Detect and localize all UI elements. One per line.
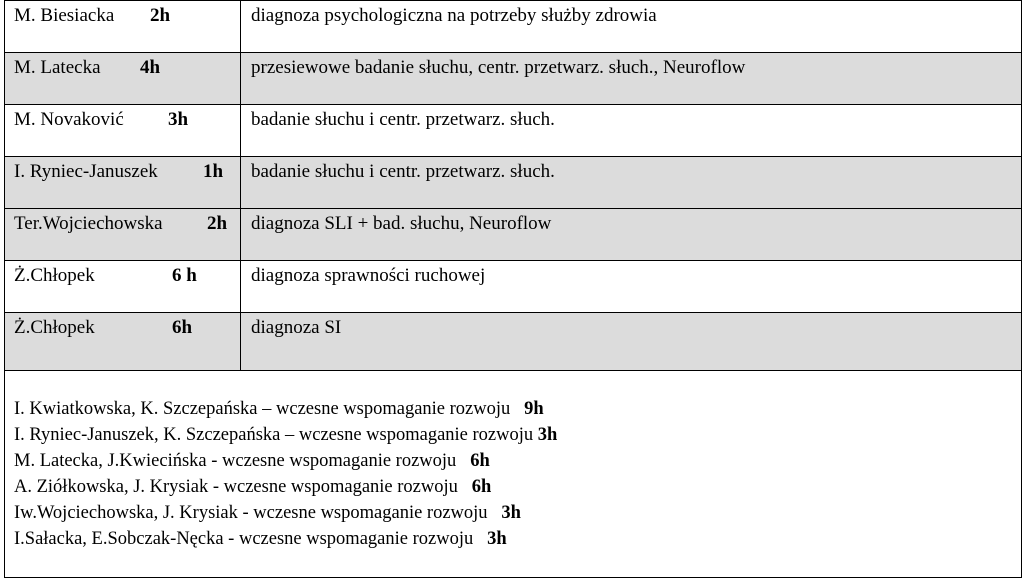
name-cell — [5, 157, 241, 208]
table-row — [5, 209, 1021, 261]
list-item — [14, 503, 521, 524]
specialist-name: Ż.Chłopek — [14, 265, 95, 286]
hours-value: 2h — [150, 5, 171, 26]
hours-value: 4h — [140, 57, 161, 78]
table-row — [5, 105, 1021, 157]
name-cell — [5, 1, 241, 52]
list-item — [14, 399, 544, 420]
name-cell — [5, 209, 241, 260]
hours-value: 6h — [172, 317, 193, 338]
hours-value: 6h — [471, 477, 492, 497]
table-row — [5, 261, 1021, 313]
service-description: badanie słuchu i centr. przetwarz. słuch. — [251, 109, 555, 130]
service-description: diagnoza SI — [251, 317, 342, 338]
early-support-text: M. Latecka, J.Kwiecińska - wczesne wspomaganie rozwoju — [14, 451, 457, 471]
list-item — [14, 477, 491, 498]
hours-value: 3h — [487, 529, 507, 549]
specialist-name: M. Novaković — [14, 109, 124, 130]
service-description: diagnoza psychologiczna na potrzeby służby zdrowia — [251, 5, 657, 26]
hours-value: 6 h — [172, 265, 197, 286]
early-support-text: Iw.Wojciechowska, J. Krysiak - wczesne wspomaganie rozwoju — [14, 503, 488, 523]
table-row — [5, 53, 1021, 105]
service-description: przesiewowe badanie słuchu, centr. przetwarz. słuch., Neuroflow — [251, 57, 746, 78]
name-cell — [5, 105, 241, 156]
hours-value: 3h — [168, 109, 189, 130]
early-support-text: I. Kwiatkowska, K. Szczepańska – wczesne wspomaganie rozwoju — [14, 399, 511, 419]
early-support-text: I.Sałacka, E.Sobczak-Nęcka - wczesne wspomaganie rozwoju — [14, 529, 474, 549]
service-description: diagnoza SLI + bad. słuchu, Neuroflow — [251, 213, 552, 234]
hours-value: 3h — [537, 425, 558, 445]
hours-value: 9h — [524, 399, 544, 419]
hours-value: 2h — [207, 213, 228, 234]
table-row — [5, 157, 1021, 209]
service-description: badanie słuchu i centr. przetwarz. słuch. — [251, 161, 555, 182]
list-item — [14, 425, 557, 446]
list-item — [14, 529, 507, 550]
schedule-sheet — [4, 0, 1022, 578]
hours-value: 6h — [470, 451, 490, 471]
specialist-name: M. Latecka — [14, 57, 101, 78]
service-description: diagnoza sprawności ruchowej — [251, 265, 486, 286]
name-cell — [5, 53, 241, 104]
name-cell — [5, 313, 241, 370]
specialist-name: Ter.Wojciechowska — [14, 213, 163, 234]
name-cell — [5, 261, 241, 312]
specialist-name: I. Ryniec-Januszek — [14, 161, 158, 182]
specialist-name: M. Biesiacka — [14, 5, 115, 26]
early-support-text: A. Ziółkowska, J. Krysiak - wczesne wspomaganie rozwoju — [14, 477, 458, 497]
early-support-text: I. Ryniec-Januszek, K. Szczepańska – wczesne wspomaganie rozwoju — [14, 425, 534, 445]
list-item — [14, 451, 490, 472]
table-row — [5, 1, 1021, 53]
specialist-name: Ż.Chłopek — [14, 317, 95, 338]
early-support-section — [5, 371, 1021, 577]
hours-value: 3h — [501, 503, 521, 523]
table-row — [5, 313, 1021, 371]
hours-value: 1h — [203, 161, 224, 182]
